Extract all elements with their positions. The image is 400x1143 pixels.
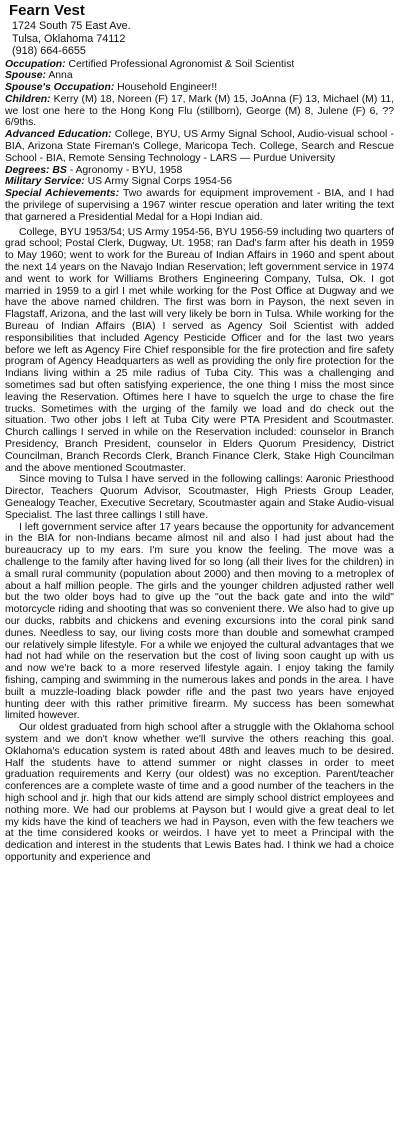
- fact-label: Spouse's Occupation:: [5, 82, 115, 94]
- fact-label: Degrees: BS: [5, 164, 67, 176]
- narrative-paragraph: Our oldest graduated from high school after a struggle with the Oklahoma school system and we don't know whether we'll survive the others reaching this goal. Oklahoma's education system is rated about 48th and leaves much to be desired. Half the students have to attend summer or night classes in order to meet graduation requirements and Kerry (our oldest) was no exception. Parent/teacher conferences are a complete waste of time and a good number of the teachers in the high school and jr. high that our kids attend are simply school district employees and nothing more. We had our problems at Payson but I would give a great deal to let my kids have the kind of teachers we had in Payson, even with the few teachers we at the time considered kooks or weirdos. I have yet to meet a Principal with the dedication and interest in the students that Lewis Bates had. I think we had a choice opportunity and experience and: [5, 722, 394, 863]
- fact-label: Special Achievements:: [5, 188, 120, 200]
- fact-value: US Army Signal Corps 1954-56: [87, 176, 232, 188]
- address-line-2: Tulsa, Oklahoma 74112: [12, 32, 126, 45]
- fact-value: Household Engineer!!: [117, 82, 218, 94]
- facts-list: [5, 59, 394, 224]
- fact-label: Occupation:: [5, 58, 66, 70]
- fact-label: Advanced Education:: [5, 129, 112, 141]
- fact-advanced-education: [5, 129, 394, 164]
- narrative-paragraph: Since moving to Tulsa I have served in the following callings: Aaronic Priesthood Director, Teachers Quorum Advisor, Scoutmaster, High Priests Group Leader, Genealogy Teacher, Executive Secretary, Scoutmaster again and Stake Audio-visual Specialist. The last three callings I still have.: [5, 474, 394, 521]
- address-line-1: 1724 South 75 East Ave.: [12, 20, 131, 32]
- fact-label: Spouse:: [5, 70, 46, 82]
- fact-value: Certified Professional Agronomist & Soil Scientist: [68, 58, 295, 70]
- fact-value: Two awards for equipment improvement - BIA, and I had the privilege of supervising a 1967 winter rescue operation and later writing the text that garnered a Presidential Medal for a Hopi Indian aid.: [5, 188, 394, 223]
- fact-spouse-occupation: [5, 82, 394, 94]
- fact-military-service: [5, 176, 394, 188]
- fact-special-achievements: [5, 188, 394, 223]
- fact-label: Military Service:: [5, 176, 85, 188]
- fact-label: Children:: [5, 93, 51, 105]
- fact-occupation: [5, 59, 394, 71]
- fact-value: College, BYU, US Army Signal School, Audio-visual school - BIA, Arizona State Fireman's College, Maricopa Tech. College, Search and Rescue School - BIA, Remote Sensing Technology - LARS — Purdue University: [5, 129, 395, 164]
- person-name: Fearn Vest: [9, 2, 85, 19]
- fact-children: [5, 94, 394, 129]
- fact-value: - Agronomy - BYU, 1958: [69, 164, 183, 176]
- phone-number: (918) 664-6655: [12, 45, 86, 57]
- fact-value: Anna: [48, 70, 73, 82]
- fact-degrees: [5, 165, 394, 177]
- narrative: [5, 227, 394, 864]
- narrative-paragraph: College, BYU 1953/54; US Army 1954-56, BYU 1956-59 including two quarters of grad school; Postal Clerk, Dugway, Ut. 1958; ran Dad's farm after his death in 1959 to May 1960; went to work for the Bureau of Indian Affairs in 1960 and spent about the next 14 years on the Navajo Indian Reservation; left government service in 1974 and went to work for Williams Brothers Engineering Company, Tulsa, Ok. I got married in 1959 to a girl I met while working for the Post Office at Dugway and we have the above named children. The first was born in Payson, the next seven in Flagstaff, Arizona, and the last will very likely be born in Tulsa. While working for the Bureau of Indian Affairs (BIA) I served as Agency Soil Scientist with added responsibilities that included Agency Pesticide Officer and for the last two years before we left as Agency Fire Chief responsible for the fire protection and fire safety program of Agency Headquarters as well as providing the only fire protection for the Indians living within a 25 mile radius of Tuba City. This was a challenging and sometimes sad but often satisfying experience, the one thing I miss the most since leaving the Reservation. Oftimes here I have to squelch the urge to chase the fire trucks. Sometimes with the urging of the family we load and do check out the situation. Two other jobs I left at Tuba City were PTA President and Scoutmaster. Church callings I served in while on the Reservation included: counselor in Branch Presidency, Branch President, counselor in Elders Quorum Presidency, District Councilman, Branch Records Clerk, Branch Finance Clerk, Stake High Councilman and the above mentioned Scoutmaster.: [5, 226, 394, 474]
- fact-value: Kerry (M) 18, Noreen (F) 17, Mark (M) 15, JoAnna (F) 13, Michael (M) 11, we lost one here to the Hong Kong Flu (stillborn), George (M) 8, Julene (F) 6, ?? 6/9ths.: [5, 93, 394, 129]
- fact-spouse: [5, 70, 394, 82]
- narrative-paragraph: I left government service after 17 years because the opportunity for advancement in the BIA for non-Indians became almost nil and also I had just about had the bureaucracy up to my ears. I'm sure you know the feeling. The move was a challenge to the family after having lived for so long (all their lives for the children) in a small rural community (population about 2000) and then moving to a metroplex of about a half million people. The girls and the younger children adjusted rather well but the two older boys had to give up the "out the back gate and into the wild" motorcycle riding and shooting that was so convenient there. We also had to give up our ducks, rabbits and chickens and evening excursions into the coral pink sand dunes. Needless to say, our living costs more than double and somewhat cramped our relatively simple lifestyle. For a while we enjoyed the cultural advantages that we had not had while on the reservation but the cost of living soon caught up with us and now we're back to a more reserved lifestyle again. I enjoy taking the family fishing, camping and swimming in the numerous lakes and ponds in the area. I have built a muzzle-loading black powder rifle and the past two years have enjoyed hunting deer with this rather primitive firearm. My success has been somewhat limited however.: [5, 521, 394, 722]
